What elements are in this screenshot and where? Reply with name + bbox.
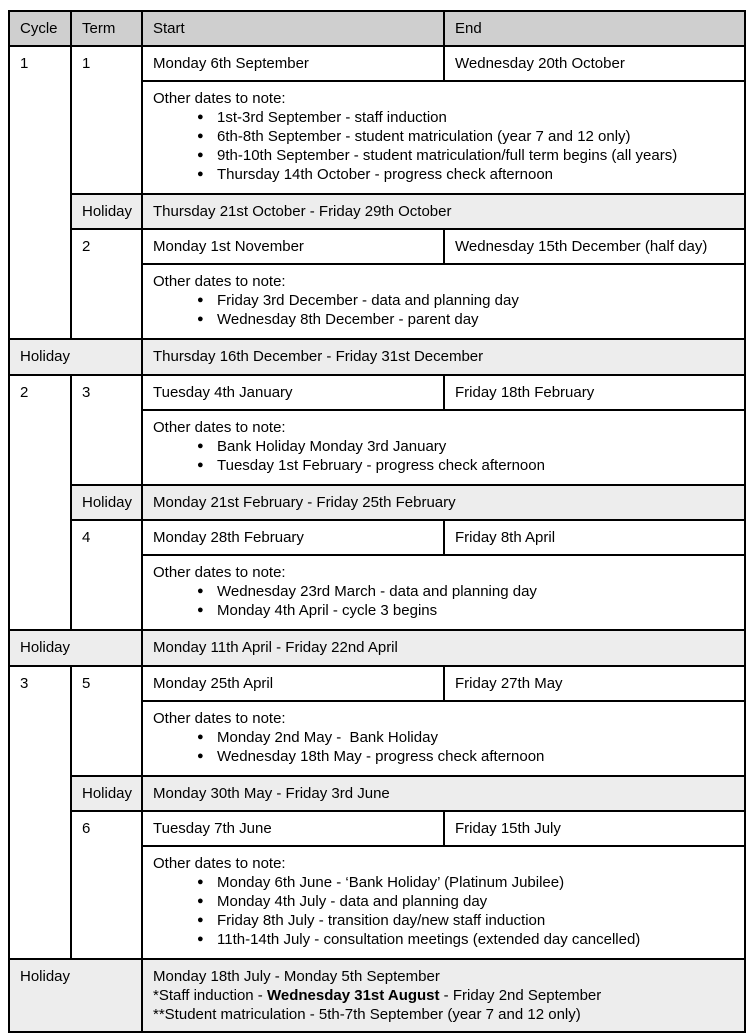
- other-dates-list: [153, 728, 734, 766]
- cycle1-half-term-holiday-row: [9, 194, 745, 229]
- note-item: ● Monday 4th April - cycle 3 begins: [217, 601, 734, 620]
- other-dates-title: Other dates to note:: [153, 419, 286, 436]
- term4-start-date: Monday 28th February: [142, 520, 444, 555]
- other-dates-list: [153, 582, 734, 620]
- term6-number: 6: [71, 811, 142, 959]
- note-item: ● Monday 6th June - ‘Bank Holiday’ (Platinum Jubilee): [217, 873, 734, 892]
- other-dates-list: [153, 108, 734, 184]
- term3-end-date: Friday 18th February: [444, 375, 745, 410]
- term2-start-date: Monday 1st November: [142, 229, 444, 264]
- other-dates-list: [153, 437, 734, 475]
- note-item: ● Thursday 14th October - progress check afternoon: [217, 165, 734, 184]
- note-item: ● 1st-3rd September - staff induction: [217, 108, 734, 127]
- note-item: ● 11th-14th July - consultation meetings (extended day cancelled): [217, 930, 734, 949]
- easter-holiday-row: [9, 630, 745, 666]
- note-item: ● Bank Holiday Monday 3rd January: [217, 437, 734, 456]
- term1-dates-row: [9, 46, 745, 81]
- term4-other-dates-cell: [142, 555, 745, 630]
- summer-holiday-row: [9, 959, 745, 1032]
- holiday-dates: Monday 30th May - Friday 3rd June: [142, 776, 745, 811]
- term5-other-dates-cell: [142, 701, 745, 776]
- holiday-dates: Thursday 16th December - Friday 31st December: [142, 339, 745, 375]
- note-item: ● Monday 4th July - data and planning day: [217, 892, 734, 911]
- term1-start-date: Monday 6th September: [142, 46, 444, 81]
- term3-number: 3: [71, 375, 142, 485]
- cycle2-half-term-holiday-row: [9, 485, 745, 520]
- other-dates-title: Other dates to note:: [153, 90, 286, 107]
- holiday-label: Holiday: [71, 194, 142, 229]
- term4-dates-row: [9, 520, 745, 555]
- holiday-label: Holiday: [71, 485, 142, 520]
- other-dates-title: Other dates to note:: [153, 710, 286, 727]
- term1-end-date: Wednesday 20th October: [444, 46, 745, 81]
- term5-end-date: Friday 27th May: [444, 666, 745, 701]
- staff-induction-note: [153, 986, 734, 1005]
- holiday-dates: Monday 21st February - Friday 25th February: [142, 485, 745, 520]
- holiday-label: Holiday: [9, 630, 142, 666]
- term4-end-date: Friday 8th April: [444, 520, 745, 555]
- cycle3-half-term-holiday-row: [9, 776, 745, 811]
- header-cycle: Cycle: [9, 11, 71, 46]
- note-item: ● Wednesday 18th May - progress check afternoon: [217, 747, 734, 766]
- term2-dates-row: [9, 229, 745, 264]
- note-item: ● Friday 8th July - transition day/new staff induction: [217, 911, 734, 930]
- note-item: ● Friday 3rd December - data and planning day: [217, 291, 734, 310]
- term6-start-date: Tuesday 7th June: [142, 811, 444, 846]
- holiday-label: Holiday: [9, 339, 142, 375]
- summer-holiday-dates: Monday 18th July - Monday 5th September: [153, 968, 440, 985]
- other-dates-title: Other dates to note:: [153, 564, 286, 581]
- other-dates-title: Other dates to note:: [153, 273, 286, 290]
- term2-end-date: Wednesday 15th December (half day): [444, 229, 745, 264]
- staff-induction-bold-date: Wednesday 31st August: [266, 987, 440, 1004]
- note-item: ● Wednesday 8th December - parent day: [217, 310, 734, 329]
- cycle3-number: 3: [9, 666, 71, 959]
- holiday-dates: Thursday 21st October - Friday 29th October: [142, 194, 745, 229]
- holiday-label: Holiday: [71, 776, 142, 811]
- term2-other-dates-cell: [142, 264, 745, 339]
- term1-number: 1: [71, 46, 142, 194]
- term5-start-date: Monday 25th April: [142, 666, 444, 701]
- term3-start-date: Tuesday 4th January: [142, 375, 444, 410]
- other-dates-list: [153, 873, 734, 949]
- holiday-label: Holiday: [9, 959, 142, 1032]
- summer-holiday-details-cell: [142, 959, 745, 1032]
- term6-dates-row: [9, 811, 745, 846]
- term6-end-date: Friday 15th July: [444, 811, 745, 846]
- term6-other-dates-cell: [142, 846, 745, 959]
- christmas-holiday-row: [9, 339, 745, 375]
- note-item: ● 6th-8th September - student matriculation (year 7 and 12 only): [217, 127, 734, 146]
- student-matriculation-note: **Student matriculation - 5th-7th September (year 7 and 12 only): [153, 1006, 581, 1023]
- staff-induction-suffix: - Friday 2nd September: [439, 987, 602, 1004]
- term3-other-dates-cell: [142, 410, 745, 485]
- term5-dates-row: [9, 666, 745, 701]
- staff-induction-prefix: *Staff induction -: [153, 987, 267, 1004]
- holiday-dates: Monday 11th April - Friday 22nd April: [142, 630, 745, 666]
- cycle1-number: 1: [9, 46, 71, 339]
- cycle2-number: 2: [9, 375, 71, 630]
- header-end: End: [444, 11, 745, 46]
- header-start: Start: [142, 11, 444, 46]
- table-header-row: [9, 11, 745, 46]
- term5-number: 5: [71, 666, 142, 776]
- term-dates-table: [8, 10, 746, 1033]
- note-item: ● 9th-10th September - student matriculation/full term begins (all years): [217, 146, 734, 165]
- other-dates-title: Other dates to note:: [153, 855, 286, 872]
- note-item: ● Wednesday 23rd March - data and planning day: [217, 582, 734, 601]
- term3-dates-row: [9, 375, 745, 410]
- term1-other-dates-cell: [142, 81, 745, 194]
- term4-number: 4: [71, 520, 142, 630]
- note-item: ● Tuesday 1st February - progress check afternoon: [217, 456, 734, 475]
- header-term: Term: [71, 11, 142, 46]
- term2-number: 2: [71, 229, 142, 339]
- other-dates-list: [153, 291, 734, 329]
- note-item: ● Monday 2nd May - Bank Holiday: [217, 728, 734, 747]
